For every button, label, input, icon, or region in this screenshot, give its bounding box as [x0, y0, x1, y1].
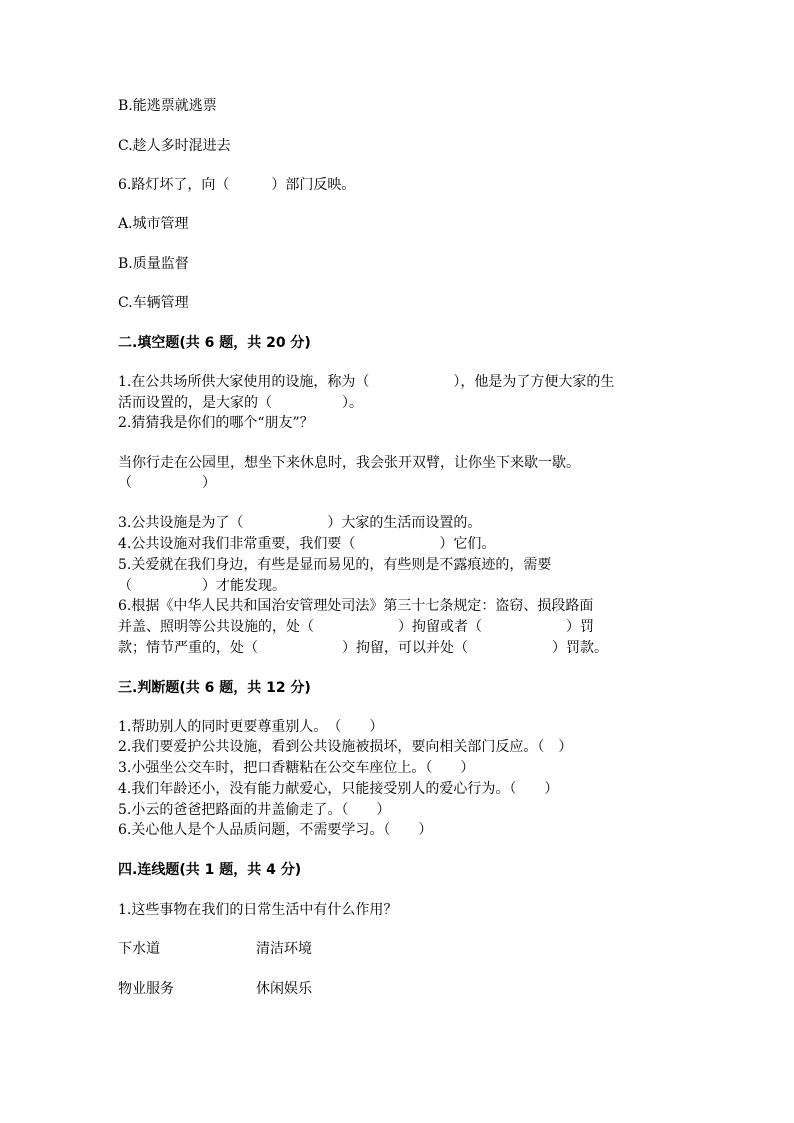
fill-line: 3.公共设施是为了（ ）大家的生活而设置的。 — [118, 515, 482, 531]
fill-line: 当你行走在公园里，想坐下来休息时，我会张开双臂，让你坐下来歇一歇。 — [118, 455, 580, 471]
judge-line: 2.我们要爱护公共设施，看到公共设施被损坏，要向相关部门反应。（ ） — [118, 739, 573, 755]
judge-line: 1.帮助别人的同时更要尊重别人。 （ ） — [118, 719, 384, 735]
fill-line: 款；情节严重的，处（ ）拘留，可以并处（ ）罚款。 — [118, 640, 608, 656]
fill-line: 4.公共设施对我们非常重要，我们要（ ）它们。 — [118, 536, 496, 552]
q6-option-a: A.城市管理 — [118, 216, 189, 232]
matching-question: 1.这些事物在我们的日常生活中有什么作用？ — [118, 902, 398, 918]
q5-option-b: B.能逃票就逃票 — [118, 98, 217, 114]
fill-line: （ ）才能发现。 — [118, 578, 286, 594]
fill-line: （ ） — [118, 475, 216, 491]
judge-line: 3.小强坐公交车时，把口香糖粘在公交车座位上。（ ） — [118, 760, 475, 776]
judge-line: 5.小云的爸爸把路面的井盖偷走了。（ ） — [118, 802, 391, 818]
q6-option-b: B.质量监督 — [118, 256, 189, 272]
q6-stem: 6.路灯坏了，向（ ）部门反映。 — [118, 177, 356, 193]
fill-line: 活而设置的，是大家的（ ）。 — [118, 395, 363, 411]
judge-line: 4.我们年龄还小，没有能力献爱心，只能接受别人的爱心行为。（ ） — [118, 781, 559, 797]
match-right-item: 清洁环境 — [256, 941, 312, 957]
fill-line: 5.关爱就在我们身边，有些是显而易见的，有些则是不露痕迹的，需要 — [118, 557, 552, 573]
fill-line: 6.根据《中华人民共和国治安管理处司法》第三十七条规定：盗窃、损段路面 — [118, 598, 594, 614]
q5-option-c: C.趁人多时混进去 — [118, 138, 231, 154]
match-left-item: 物业服务 — [118, 981, 174, 997]
section3-title: 三.判断题(共 6 题，共 12 分) — [118, 680, 311, 696]
judge-line: 6.关心他人是个人品质问题，不需要学习。（ ） — [118, 822, 433, 838]
q6-option-c: C.车辆管理 — [118, 295, 189, 311]
section2-title: 二.填空题(共 6 题，共 20 分) — [118, 335, 311, 351]
fill-line: 2.猜猜我是你们的哪个“朋友”？ — [118, 415, 314, 431]
section4-title: 四.连线题(共 1 题，共 4 分) — [118, 862, 302, 878]
fill-line: 1.在公共场所供大家使用的设施，称为（ ），他是为了方便大家的生 — [118, 374, 615, 390]
match-left-item: 下水道 — [118, 941, 160, 957]
match-right-item: 休闲娱乐 — [256, 981, 312, 997]
fill-line: 并盖、照明等公共设施的，处（ ）拘留或者（ ）罚 — [118, 619, 594, 635]
